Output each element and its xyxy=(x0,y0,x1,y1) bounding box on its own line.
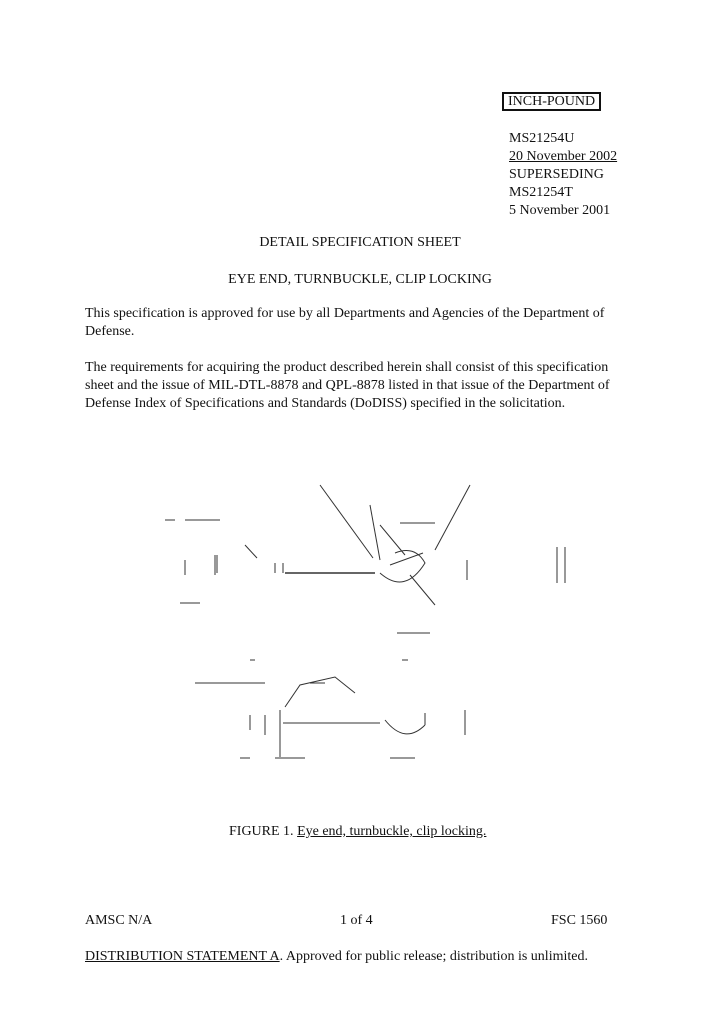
lower-view xyxy=(195,677,465,758)
eye-end-figure-drawing xyxy=(105,445,605,775)
figure-title: Eye end, turnbuckle, clip locking. xyxy=(297,824,487,839)
previous-document-date: 5 November 2001 xyxy=(509,203,611,218)
document-subject-title: EYE END, TURNBUCKLE, CLIP LOCKING xyxy=(228,272,492,287)
fsc-code: FSC 1560 xyxy=(551,913,608,928)
document-date: 20 November 2002 xyxy=(509,149,618,164)
page-number: 1 of 4 xyxy=(340,913,373,928)
document-number: MS21254U xyxy=(509,131,575,146)
distribution-label: DISTRIBUTION STATEMENT A xyxy=(85,949,280,964)
amsc-code: AMSC N/A xyxy=(85,913,153,928)
figure-label: FIGURE 1. xyxy=(229,824,294,839)
figure-caption xyxy=(229,823,486,840)
previous-document-number: MS21254T xyxy=(509,185,573,200)
approval-paragraph: This specification is approved for use by all Departments and Agencies of the Department of Defense. xyxy=(85,306,605,339)
superseding-label: SUPERSEDING xyxy=(509,167,604,182)
upper-view xyxy=(165,485,565,660)
distribution-statement xyxy=(85,948,588,965)
requirements-paragraph: The requirements for acquiring the product described herein shall consist of this specification sheet and the issue of MIL-DTL-8878 and QPL-8878 listed in that issue of the Department of Defense Index of Specifications and Standards (DoDISS) specified in the solicitation. xyxy=(85,360,610,411)
distribution-text: . Approved for public release; distribution is unlimited. xyxy=(279,949,588,964)
inch-pound-badge: INCH-POUND xyxy=(502,92,601,111)
sheet-type-title: DETAIL SPECIFICATION SHEET xyxy=(259,235,461,250)
